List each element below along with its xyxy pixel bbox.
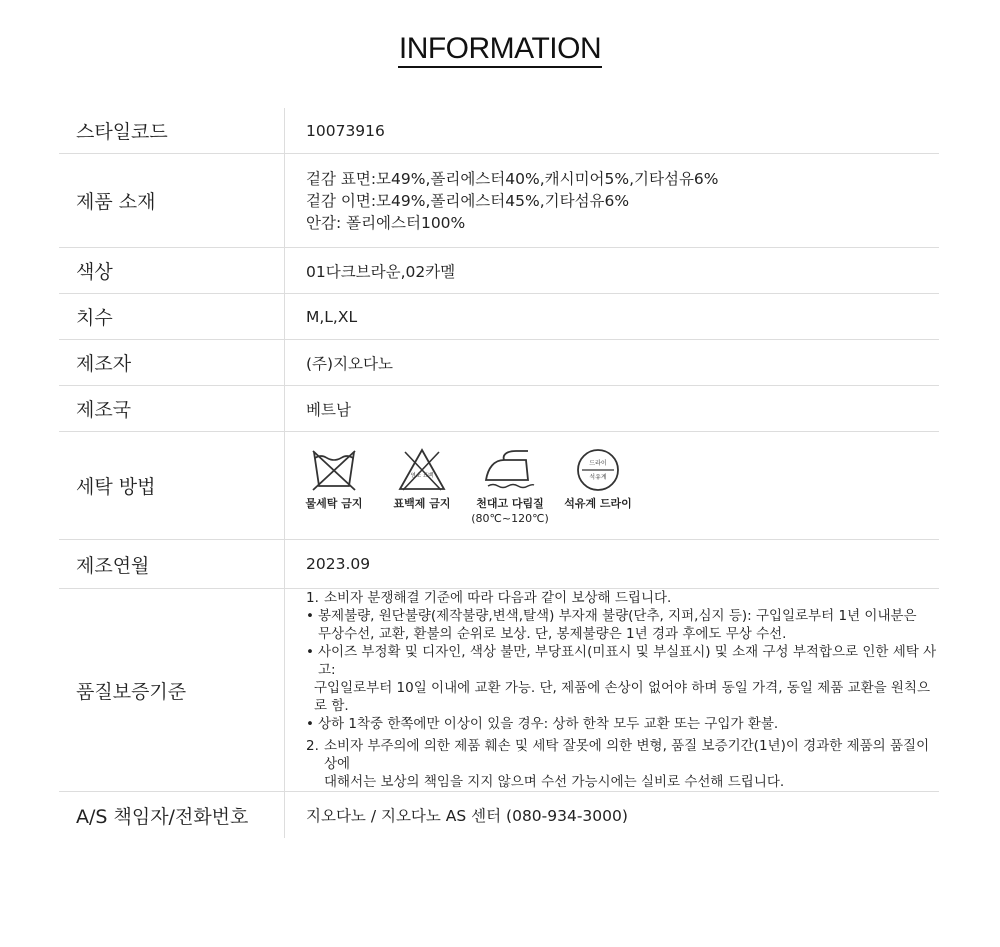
country-value: 베트남 <box>285 386 940 432</box>
material-value <box>285 154 940 248</box>
washing-caption <box>471 496 549 526</box>
bullet-line: 무상수선, 교환, 환불의 순위로 보상. 단, 봉제불량은 1년 경과 후에도 무상 수선. <box>318 626 787 642</box>
no-water-wash-icon <box>310 446 358 494</box>
row-label: 색상 <box>59 248 285 294</box>
row-label: 제조국 <box>59 386 285 432</box>
row-label: 세탁 방법 <box>59 432 285 540</box>
item-number: 2. <box>306 738 319 754</box>
bullet-line: 사이즈 부정확 및 디자인, 색상 불만, 부당표시(미표시 및 부실표시) 및 소재 구성 부적합으로 인한 세탁 사고: <box>318 644 937 678</box>
bullet-line: 구입일로부터 10일 이내에 교환 가능. 단, 제품에 손상이 없어야 하며 동일 가격, 동일 제품 교환을 원칙으로 함. <box>314 680 931 714</box>
item-text: 소비자 분쟁해결 기준에 따라 다음과 같이 보상해 드립니다. <box>324 590 672 606</box>
table-row <box>59 386 939 432</box>
dry-clean-icon <box>574 446 622 494</box>
washing-caption: 표백제 금지 <box>393 496 451 510</box>
iron-icon <box>482 446 538 494</box>
table-row <box>59 154 939 248</box>
material-line: 안감: 폴리에스터100% <box>306 213 466 232</box>
info-table <box>59 108 939 838</box>
table-row <box>59 294 939 340</box>
item-text: 대해서는 보상의 책임을 지지 않으며 수선 가능시에는 실비로 수선해 드립니다. <box>324 774 785 790</box>
quality-bullet: • 상하 1착중 한쪽에만 이상이 있을 경우: 상하 한착 모두 교환 또는 구입가 환불. <box>306 716 779 732</box>
washing-item <box>466 446 554 526</box>
table-row <box>59 540 939 589</box>
manufactured-value: 2023.09 <box>285 540 940 589</box>
table-row <box>59 340 939 386</box>
washing-caption: 물세탁 금지 <box>305 496 363 510</box>
item-number: 1. <box>306 590 319 606</box>
row-label: 제조자 <box>59 340 285 386</box>
dry-clean-top-text: 드라이 <box>589 459 607 467</box>
style-code-value: 10073916 <box>285 108 940 154</box>
washing-icons <box>285 432 940 540</box>
row-label: 제조연월 <box>59 540 285 589</box>
quality-bullet: • 사이즈 부정확 및 디자인, 색상 불만, 부당표시(미표시 및 부실표시) 및 소재 구성 부적합으로 인한 세탁 사고: 구입일로부터 10일 이내에 교환 가능. 단, 제품에 손상이 없어야 하며 동일 가격, 동일 제품 교환을 원칙으로 함. <box>306 643 939 715</box>
quality-item <box>306 737 939 791</box>
row-label: 치수 <box>59 294 285 340</box>
bullet-line: 상하 1착중 한쪽에만 이상이 있을 경우: 상하 한착 모두 교환 또는 구입가 환불. <box>318 716 779 732</box>
table-row <box>59 108 939 154</box>
page-title <box>0 32 1000 68</box>
table-row <box>59 589 939 792</box>
iron-temperature: (80℃~120℃) <box>471 511 549 525</box>
row-label: 품질보증기준 <box>59 589 285 792</box>
as-value: 지오다노 / 지오다노 AS 센터 (080-934-3000) <box>306 807 628 825</box>
washing-item <box>290 446 378 511</box>
table-row <box>59 792 939 839</box>
bullet-line: 봉제불량, 원단불량(제작불량,변색,탈색) 부자재 불량(단추, 지퍼,심지 등): 구입일로부터 1년 이내분은 <box>318 608 917 624</box>
item-text: 소비자 부주의에 의한 제품 훼손 및 세탁 잘못에 의한 변형, 품질 보증기간(1년)이 경과한 제품의 품질이상에 <box>324 738 930 772</box>
color-value: 01다크브라운,02카멜 <box>285 248 940 294</box>
size-value: M,L,XL <box>285 294 940 340</box>
no-bleach-icon <box>397 446 447 494</box>
washing-item <box>378 446 466 511</box>
row-label: A/S 책임자/전화번호 <box>59 792 285 839</box>
material-line: 겉감 표면:모49%,폴리에스터40%,캐시미어5%,기타섬유6% <box>306 169 719 188</box>
maker-value: (주)지오다노 <box>285 340 940 386</box>
table-row <box>59 432 939 540</box>
row-label: 제품 소재 <box>59 154 285 248</box>
material-line: 겉감 이면:모49%,폴리에스터45%,기타섬유6% <box>306 191 630 210</box>
iron-caption: 천대고 다림질 <box>476 496 544 510</box>
quality-bullet: • 봉제불량, 원단불량(제작불량,변색,탈색) 부자재 불량(단추, 지퍼,심지 등): 구입일로부터 1년 이내분은 무상수선, 교환, 환불의 순위로 보상. 단, 봉제불량은 1년 경과 후에도 무상 수선. <box>306 608 917 642</box>
washing-caption: 석유계 드라이 <box>564 496 632 510</box>
table-row <box>59 248 939 294</box>
quality-item <box>306 589 939 607</box>
title-text: INFORMATION <box>398 32 602 68</box>
washing-item <box>554 446 642 511</box>
dry-clean-bottom-text: 석유계 <box>589 473 607 481</box>
row-label: 스타일코드 <box>59 108 285 154</box>
no-bleach-inner-text: 염소 표백 <box>410 472 434 479</box>
quality-value <box>285 589 940 792</box>
